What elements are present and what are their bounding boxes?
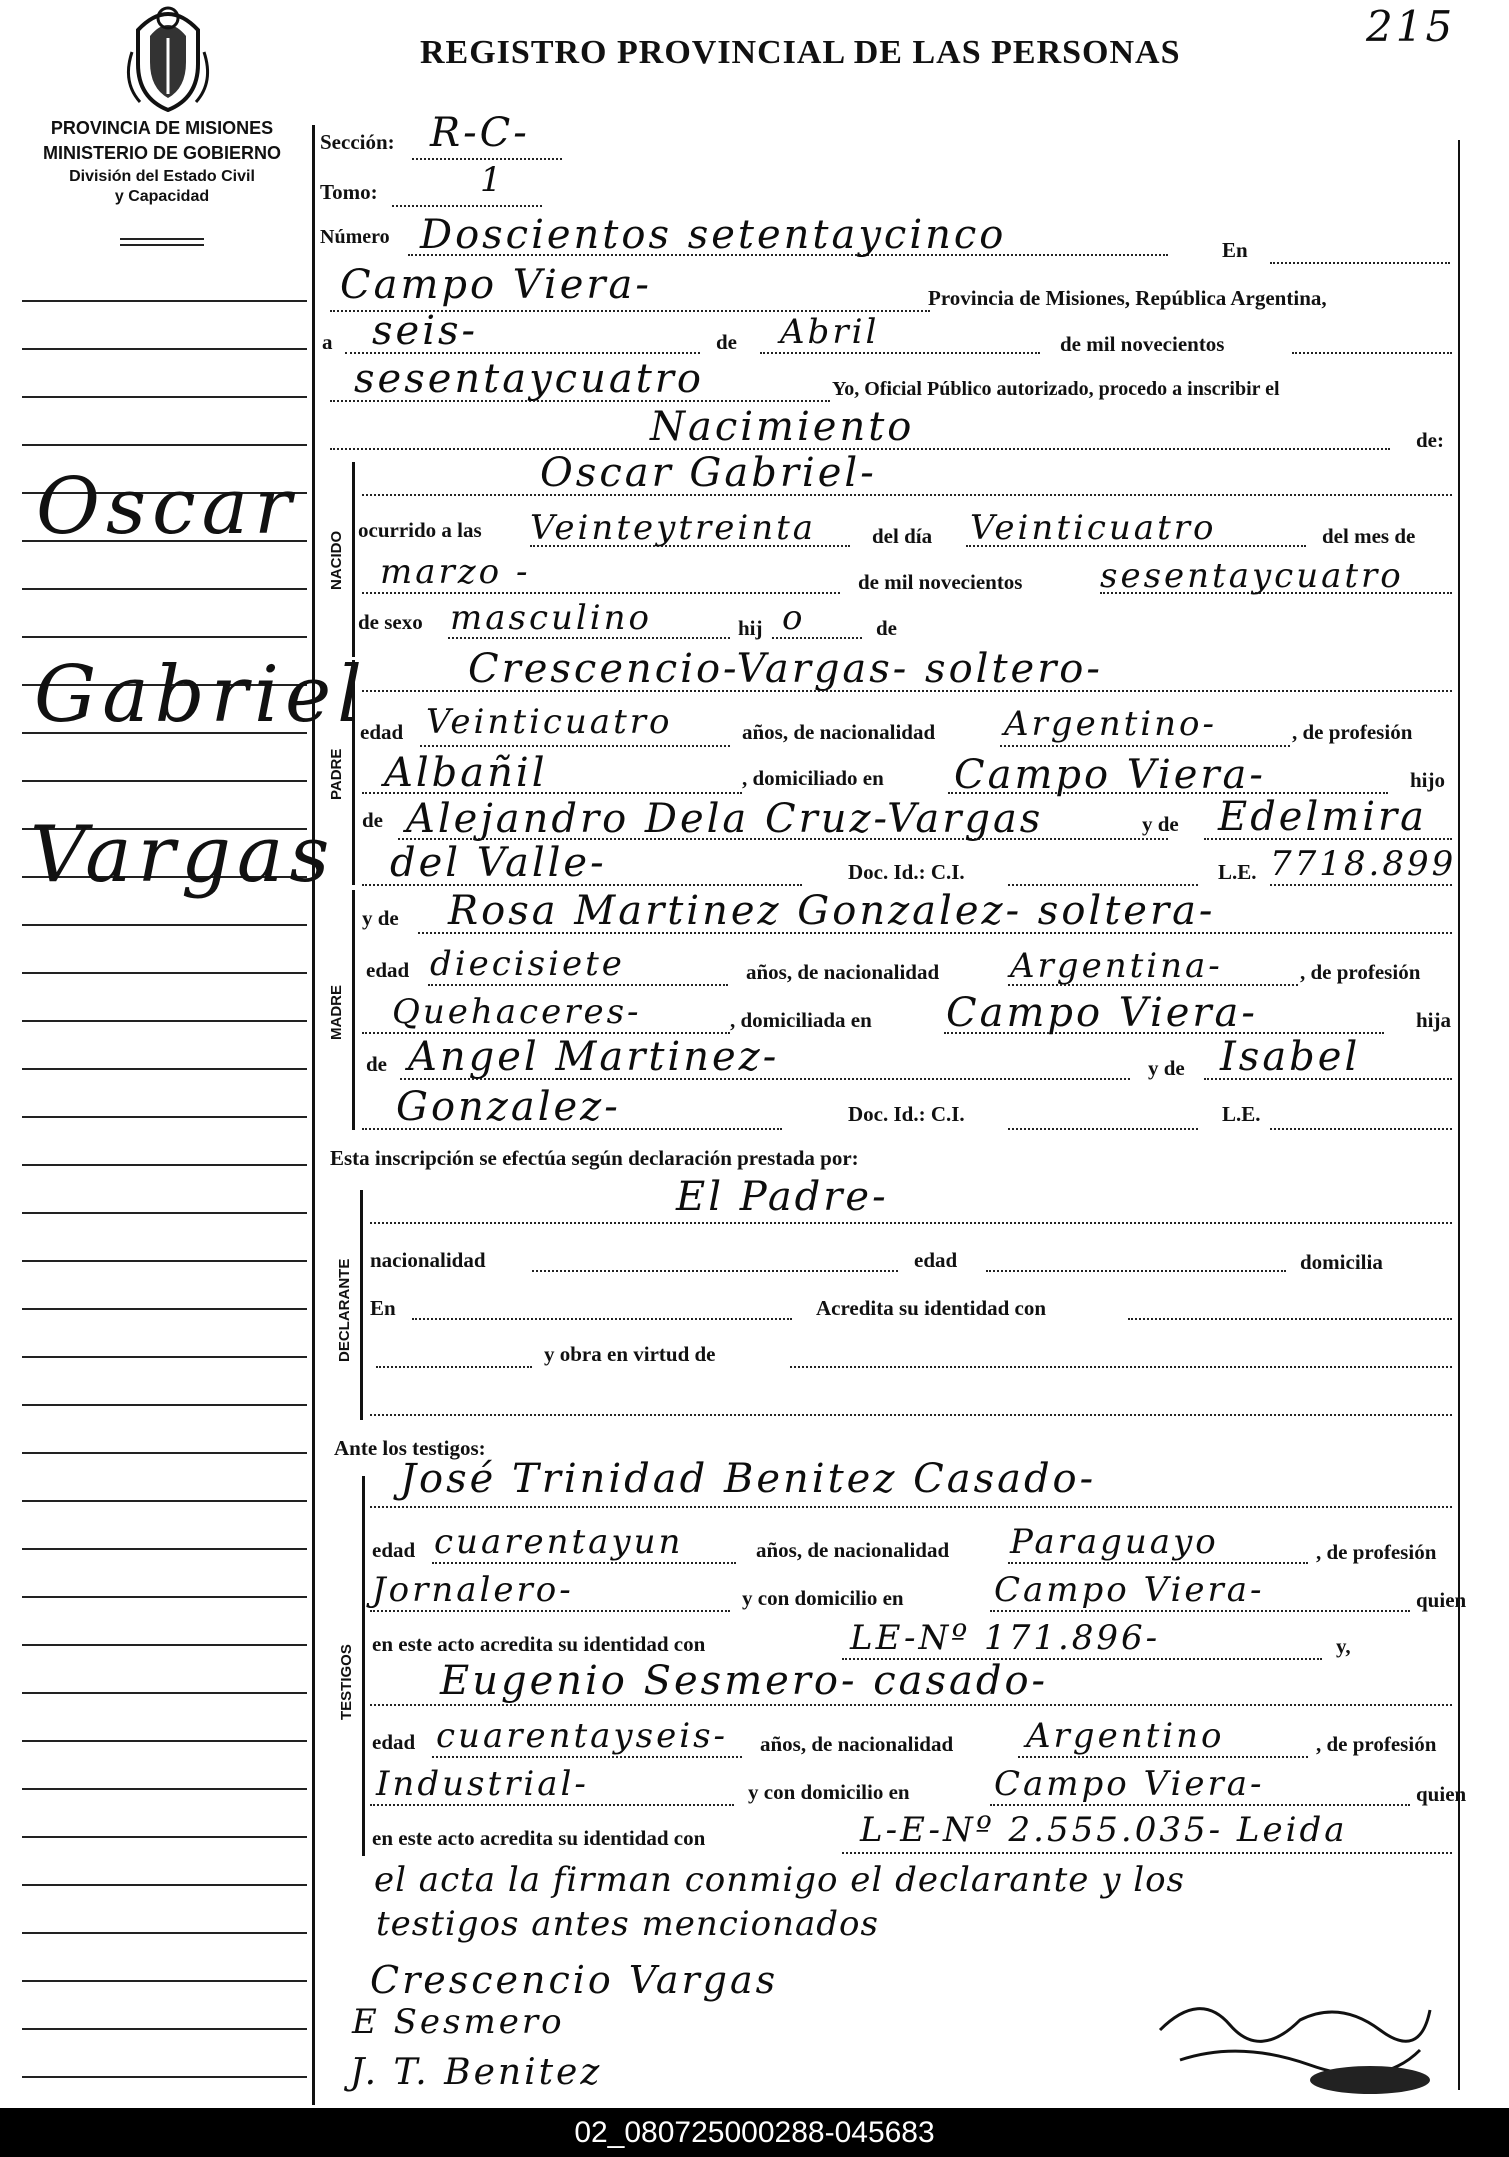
side-label-declarante: DECLARANTE <box>336 1258 353 1362</box>
mes-value: Abril <box>780 312 880 352</box>
seccion-label: Sección: <box>320 130 395 154</box>
division-label-2: y Capacidad <box>114 188 210 205</box>
testigo1-nombre-value: José Trinidad Benitez Casado- <box>400 1456 1097 1502</box>
padre-padres-3-value: del Valle- <box>390 840 607 886</box>
obra-label: y obra en virtud de <box>544 1342 716 1366</box>
side-label-padre: PADRE <box>328 748 345 800</box>
cierre-line-2: testigos antes mencionados <box>376 1904 879 1944</box>
acto-value: Nacimiento <box>650 404 915 450</box>
hora-value: Veinteytreinta <box>530 508 817 548</box>
padre-nombre-value: Crescencio-Vargas- soltero- <box>468 646 1103 692</box>
en-label-2: En <box>370 1296 396 1320</box>
en-acto-label-2: en este acto acredita su identidad con <box>372 1826 706 1850</box>
tomo-value: 1 <box>480 160 505 200</box>
edad-word-label: edad <box>914 1248 958 1272</box>
profesion-label: , de profesión <box>1292 720 1413 744</box>
sexo-label: de sexo <box>358 610 423 634</box>
mes-nac-value: marzo - <box>380 552 531 592</box>
nombre-value: Oscar Gabriel- <box>540 450 877 496</box>
hija-label: hija <box>1416 1008 1452 1032</box>
testigo2-doc-value: L-E-Nº 2.555.035- Leida <box>860 1810 1348 1850</box>
dia-value: seis- <box>372 308 479 354</box>
madre-edad-value: diecisiete <box>430 944 625 984</box>
y-de-label-3: y de <box>1148 1056 1185 1080</box>
madre-padres-3-value: Gonzalez- <box>396 1084 621 1130</box>
domiciliada-label: , domiciliada en <box>730 1008 872 1032</box>
doc-label: Doc. Id.: C.I. <box>848 860 965 884</box>
hijo-label: hij <box>738 616 763 640</box>
madre-nac-value: Argentina- <box>1010 946 1223 986</box>
profesion-label-4: , de profesión <box>1316 1732 1437 1756</box>
division-label: División del Estado Civil <box>69 168 255 185</box>
acredita-label: Acredita su identidad con <box>816 1296 1047 1320</box>
testigo1-nac-value: Paraguayo <box>1010 1522 1219 1562</box>
anos-nac-label: años, de nacionalidad <box>742 720 936 744</box>
en-label: En <box>1222 238 1248 262</box>
margin-surname: Vargas <box>30 810 336 900</box>
declarante-value: El Padre- <box>676 1174 889 1220</box>
doc-label-2: Doc. Id.: C.I. <box>848 1102 965 1126</box>
cierre-line-1: el acta la firman conmigo el declarante y los <box>374 1860 1185 1900</box>
numero-label: Número <box>320 226 390 248</box>
le-label: L.E. <box>1218 860 1257 884</box>
side-label-madre: MADRE <box>328 985 345 1040</box>
padre-prof-value: Albañil <box>384 750 548 796</box>
edad-label: edad <box>360 720 404 744</box>
side-label-nacido: NACIDO <box>328 530 345 590</box>
padre-dom-value: Campo Viera- <box>954 752 1266 798</box>
madre-prof-value: Quehaceres- <box>392 992 642 1032</box>
anos-nac-label-3: años, de nacionalidad <box>756 1538 950 1562</box>
de-label-4: de <box>366 1052 387 1076</box>
profesion-label-2: , de profesión <box>1300 960 1421 984</box>
de-label-3: de <box>362 808 383 832</box>
padre-edad-value: Veinticuatro <box>426 702 673 742</box>
y-de-label-2: y de <box>362 906 399 930</box>
edad-label-4: edad <box>372 1730 416 1754</box>
edad-label-2: edad <box>366 958 410 982</box>
testigos-label: Ante los testigos: <box>334 1436 486 1460</box>
signature-witness-1: J. T. Benitez <box>350 2052 603 2093</box>
profesion-label-3: , de profesión <box>1316 1540 1437 1564</box>
lugar-value: Campo Viera- <box>340 262 652 308</box>
signature-witness-2: E Sesmero <box>352 2002 565 2042</box>
de-colon-label: de: <box>1416 428 1444 452</box>
edad-label-3: edad <box>372 1538 416 1562</box>
de-mil-2-label: de mil novecientos <box>858 570 1023 594</box>
seccion-value: R-C- <box>430 110 530 156</box>
y-de-label: y de <box>1142 812 1179 836</box>
side-label-testigos: TESTIGOS <box>338 1644 355 1720</box>
padre-padres-1-value: Alejandro Dela Cruz-Vargas <box>406 796 1044 842</box>
provincia-label: Provincia de Misiones, República Argentina, <box>928 286 1327 310</box>
anio-nac-value: sesentaycuatro <box>1100 556 1404 596</box>
tomo-label: Tomo: <box>320 180 378 204</box>
margin-first-name: Oscar <box>36 462 298 552</box>
padre-nac-value: Argentino- <box>1004 704 1217 744</box>
madre-padres-1-value: Angel Martinez- <box>408 1034 780 1080</box>
oficial-label: Yo, Oficial Público autorizado, procedo a inscribir el <box>832 378 1280 400</box>
quien-label: quien <box>1416 1588 1467 1612</box>
testigo1-dom-value: Campo Viera- <box>994 1570 1265 1610</box>
anio-value: sesentaycuatro <box>354 356 704 402</box>
con-domicilio-label: y con domicilio en <box>742 1586 904 1610</box>
y-comma-label: y, <box>1336 1634 1351 1658</box>
officer-signature-icon <box>1140 1970 1440 2100</box>
nacionalidad-label: nacionalidad <box>370 1248 486 1272</box>
del-dia-label: del día <box>872 524 933 548</box>
domicilia-label: domicilia <box>1300 1250 1383 1274</box>
hijo-suffix-value: o <box>782 598 806 638</box>
testigo1-prof-value: Jornalero- <box>372 1570 574 1610</box>
domiciliado-label: , domiciliado en <box>742 766 884 790</box>
testigo2-prof-value: Industrial- <box>376 1764 589 1804</box>
coat-of-arms-icon <box>120 2 216 112</box>
madre-nombre-value: Rosa Martinez Gonzalez- soltera- <box>448 888 1216 934</box>
testigo2-dom-value: Campo Viera- <box>994 1764 1265 1804</box>
issuer-block <box>22 118 302 206</box>
province-label: PROVINCIA DE MISIONES <box>50 118 274 138</box>
hijo-word-label: hijo <box>1410 768 1446 792</box>
anos-nac-label-2: años, de nacionalidad <box>746 960 940 984</box>
testigo2-nombre-value: Eugenio Sesmero- casado- <box>440 1658 1049 1704</box>
signature-father: Crescencio Vargas <box>370 1958 779 2002</box>
quien-label-2: quien <box>1416 1782 1467 1806</box>
ministry-label: MINISTERIO DE GOBIERNO <box>42 143 282 163</box>
ocurrido-label: ocurrido a las <box>358 518 482 542</box>
margin-middle-name: Gabriel <box>34 650 369 740</box>
document-title: REGISTRO PROVINCIAL DE LAS PERSONAS <box>420 34 1181 71</box>
madre-dom-value: Campo Viera- <box>946 990 1258 1036</box>
declaracion-label: Esta inscripción se efectúa según declaración prestada por: <box>330 1146 859 1170</box>
en-acto-label: en este acto acredita su identidad con <box>372 1632 706 1656</box>
de-label: de <box>716 330 737 354</box>
testigo2-edad-value: cuarentayseis- <box>436 1716 729 1756</box>
anos-nac-label-4: años, de nacionalidad <box>760 1732 954 1756</box>
le-label-2: L.E. <box>1222 1102 1261 1126</box>
testigo1-edad-value: cuarentayun <box>434 1522 684 1562</box>
page-number: 215 <box>1366 2 1456 51</box>
dia-nac-value: Veinticuatro <box>970 508 1217 548</box>
a-label: a <box>322 330 333 354</box>
document-id-bar: 02_080725000288-045683 <box>0 2108 1509 2157</box>
testigo2-nac-value: Argentino <box>1026 1716 1225 1756</box>
del-mes-label: del mes de <box>1322 524 1416 548</box>
padre-padres-2-value: Edelmira <box>1218 794 1427 840</box>
numero-value: Doscientos setentaycinco <box>420 212 1007 258</box>
de-mil-label: de mil novecientos <box>1060 332 1225 356</box>
con-domicilio-label-2: y con domicilio en <box>748 1780 910 1804</box>
de-label-2: de <box>876 616 897 640</box>
testigo1-doc-value: LE-Nº 171.896- <box>850 1618 1161 1658</box>
madre-padres-2-value: Isabel <box>1220 1034 1361 1080</box>
padre-le-value: 7718.899 <box>1270 844 1457 884</box>
sexo-value: masculino <box>450 598 653 638</box>
